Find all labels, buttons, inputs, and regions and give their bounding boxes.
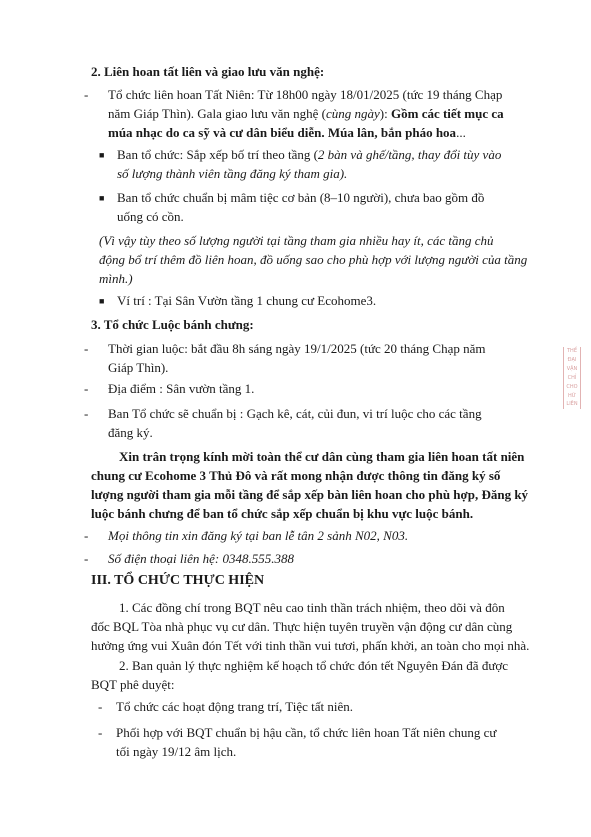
p2-line2: BQT phê duyệt: — [91, 677, 175, 692]
d2-line1: Phối hợp với BQT chuẩn bị hậu cần, tổ chức liên hoan Tất niên chung cư — [116, 725, 497, 740]
sec2-bullet-2 — [99, 188, 544, 226]
sec3-item1-line2: Giáp Thìn). — [108, 360, 169, 375]
sec-iii-dash-2 — [98, 723, 548, 761]
sec2-bullet-1 — [99, 145, 544, 183]
sec2-bullet3-line1: Ví trí : Tại Sân Vườn tầng 1 chung cư Ecohome3. — [117, 293, 377, 308]
p1-line3: hưởng ứng vui Xuân đón Tết với tinh thần vui tươi, phấn khởi, an toàn cho mọi nhà. — [91, 638, 530, 653]
invite-line2: chung cư Ecohome 3 Thủ Đô và rất mong nhận được thông tin đăng ký số — [91, 468, 501, 483]
contact-line-1 — [84, 526, 544, 545]
sec2-bullet2-line2: uống có cồn. — [117, 209, 184, 224]
invite-line4: luộc bánh chưng để ban tổ chức sắp xếp chuẩn bị khu vực luộc bánh. — [91, 506, 474, 521]
d1-line1: Tổ chức các hoạt động trang trí, Tiệc tất niên. — [116, 699, 354, 714]
margin-stamp: THỂ ĐẠI VẬN CHỈ CHO HỮ LIÊN — [563, 347, 581, 409]
sec3-item-1 — [84, 339, 544, 377]
dash-marker: - — [84, 381, 89, 396]
d2-line2: tối ngày 19/12 âm lịch. — [116, 744, 237, 759]
sec2-bullet1-line2: số lượng thành viên tầng đăng ký tham gia). — [117, 166, 348, 181]
note-line2: động bổ trí thêm đồ liên hoan, đồ uống sao cho phù hợp với lượng người của tầng — [99, 252, 528, 267]
dash-marker: - — [84, 406, 89, 421]
sec3-item3-line1: Ban Tổ chức sẽ chuẩn bị : Gạch kê, cát, củi đun, vi trí luộc cho các tầng — [108, 406, 482, 421]
section-3-title: 3. Tổ chức Luộc bánh chưng: — [91, 317, 254, 332]
square-bullet: ■ — [99, 193, 105, 203]
sec2-item1-line2: năm Giáp Thìn). Gala giao lưu văn nghệ (cùng ngày): Gồm các tiết mục ca — [108, 106, 504, 121]
sec3-item-3 — [84, 404, 544, 442]
sec-iii-dash-1 — [98, 697, 548, 716]
sec-iii-paragraph-1 — [91, 598, 551, 655]
sec3-item2-line1: Địa điểm : Sân vườn tầng 1. — [108, 381, 255, 396]
dash-marker: - — [98, 699, 103, 714]
p2-line1: 2. Ban quản lý thực nghiệm kế hoạch tổ chức đón tết Nguyên Đán đã được — [119, 658, 509, 673]
dash-marker: - — [84, 87, 89, 102]
invite-line3: lượng người tham gia mỗi tầng để sắp xếp bàn liên hoan cho phù hợp, Đăng ký — [91, 487, 529, 502]
contact-phone: Số điện thoại liên hệ: 0348.555.388 — [108, 551, 294, 566]
section-2-title: 2. Liên hoan tất liên và giao lưu văn nghệ: — [91, 64, 325, 79]
contact-registration: Mọi thông tin xin đăng ký tại ban lễ tân 2 sảnh N02, N03. — [108, 528, 409, 543]
sec-iii-paragraph-2 — [91, 656, 551, 694]
sec2-item-1 — [84, 85, 544, 142]
sec2-bullet-3 — [99, 291, 544, 310]
invite-line1: Xin trân trọng kính mời toàn thể cư dân cùng tham gia liên hoan tất niên — [119, 449, 525, 464]
note-line3: mình.) — [99, 271, 133, 286]
dash-marker: - — [84, 528, 89, 543]
sec3-item-2 — [84, 379, 544, 398]
sec2-note — [99, 231, 544, 288]
p1-line2: đốc BQL Tòa nhà phục vụ cư dân. Thực hiện tuyên truyền vận động cư dân cùng — [91, 619, 513, 634]
dash-marker: - — [84, 551, 89, 566]
dash-marker: - — [98, 725, 103, 740]
note-line1: (Vì vậy tùy theo số lượng người tại tầng tham gia nhiều hay ít, các tầng chủ — [99, 233, 494, 248]
invitation-paragraph — [91, 447, 551, 523]
sec2-item1-line1: Tổ chức liên hoan Tất Niên: Từ 18h00 ngày 18/01/2025 (tức 19 tháng Chạp — [108, 87, 503, 102]
sec3-item3-line2: đăng ký. — [108, 425, 153, 440]
contact-line-2 — [84, 549, 544, 568]
section-iii-title: III. TỔ CHỨC THỰC HIỆN — [91, 573, 265, 588]
sec2-bullet1-line1: Ban tổ chức: Sắp xếp bố trí theo tầng (2 bàn và ghế/tầng, thay đổi tùy vào — [117, 147, 502, 162]
square-bullet: ■ — [99, 150, 105, 160]
sec3-item1-line1: Thời gian luộc: bắt đầu 8h sáng ngày 19/1/2025 (tức 20 tháng Chạp năm — [108, 341, 486, 356]
p1-line1: 1. Các đồng chí trong BQT nêu cao tinh thần trách nhiệm, theo dõi và đôn — [119, 600, 505, 615]
dash-marker: - — [84, 341, 89, 356]
square-bullet: ■ — [99, 296, 105, 306]
sec2-bullet2-line1: Ban tổ chức chuẩn bị mâm tiệc cơ bản (8–10 người), chưa bao gồm đồ — [117, 190, 485, 205]
sec2-item1-line3: múa nhạc do ca sỹ và cư dân biểu diễn. Múa lân, bắn pháo hoa... — [108, 125, 466, 140]
